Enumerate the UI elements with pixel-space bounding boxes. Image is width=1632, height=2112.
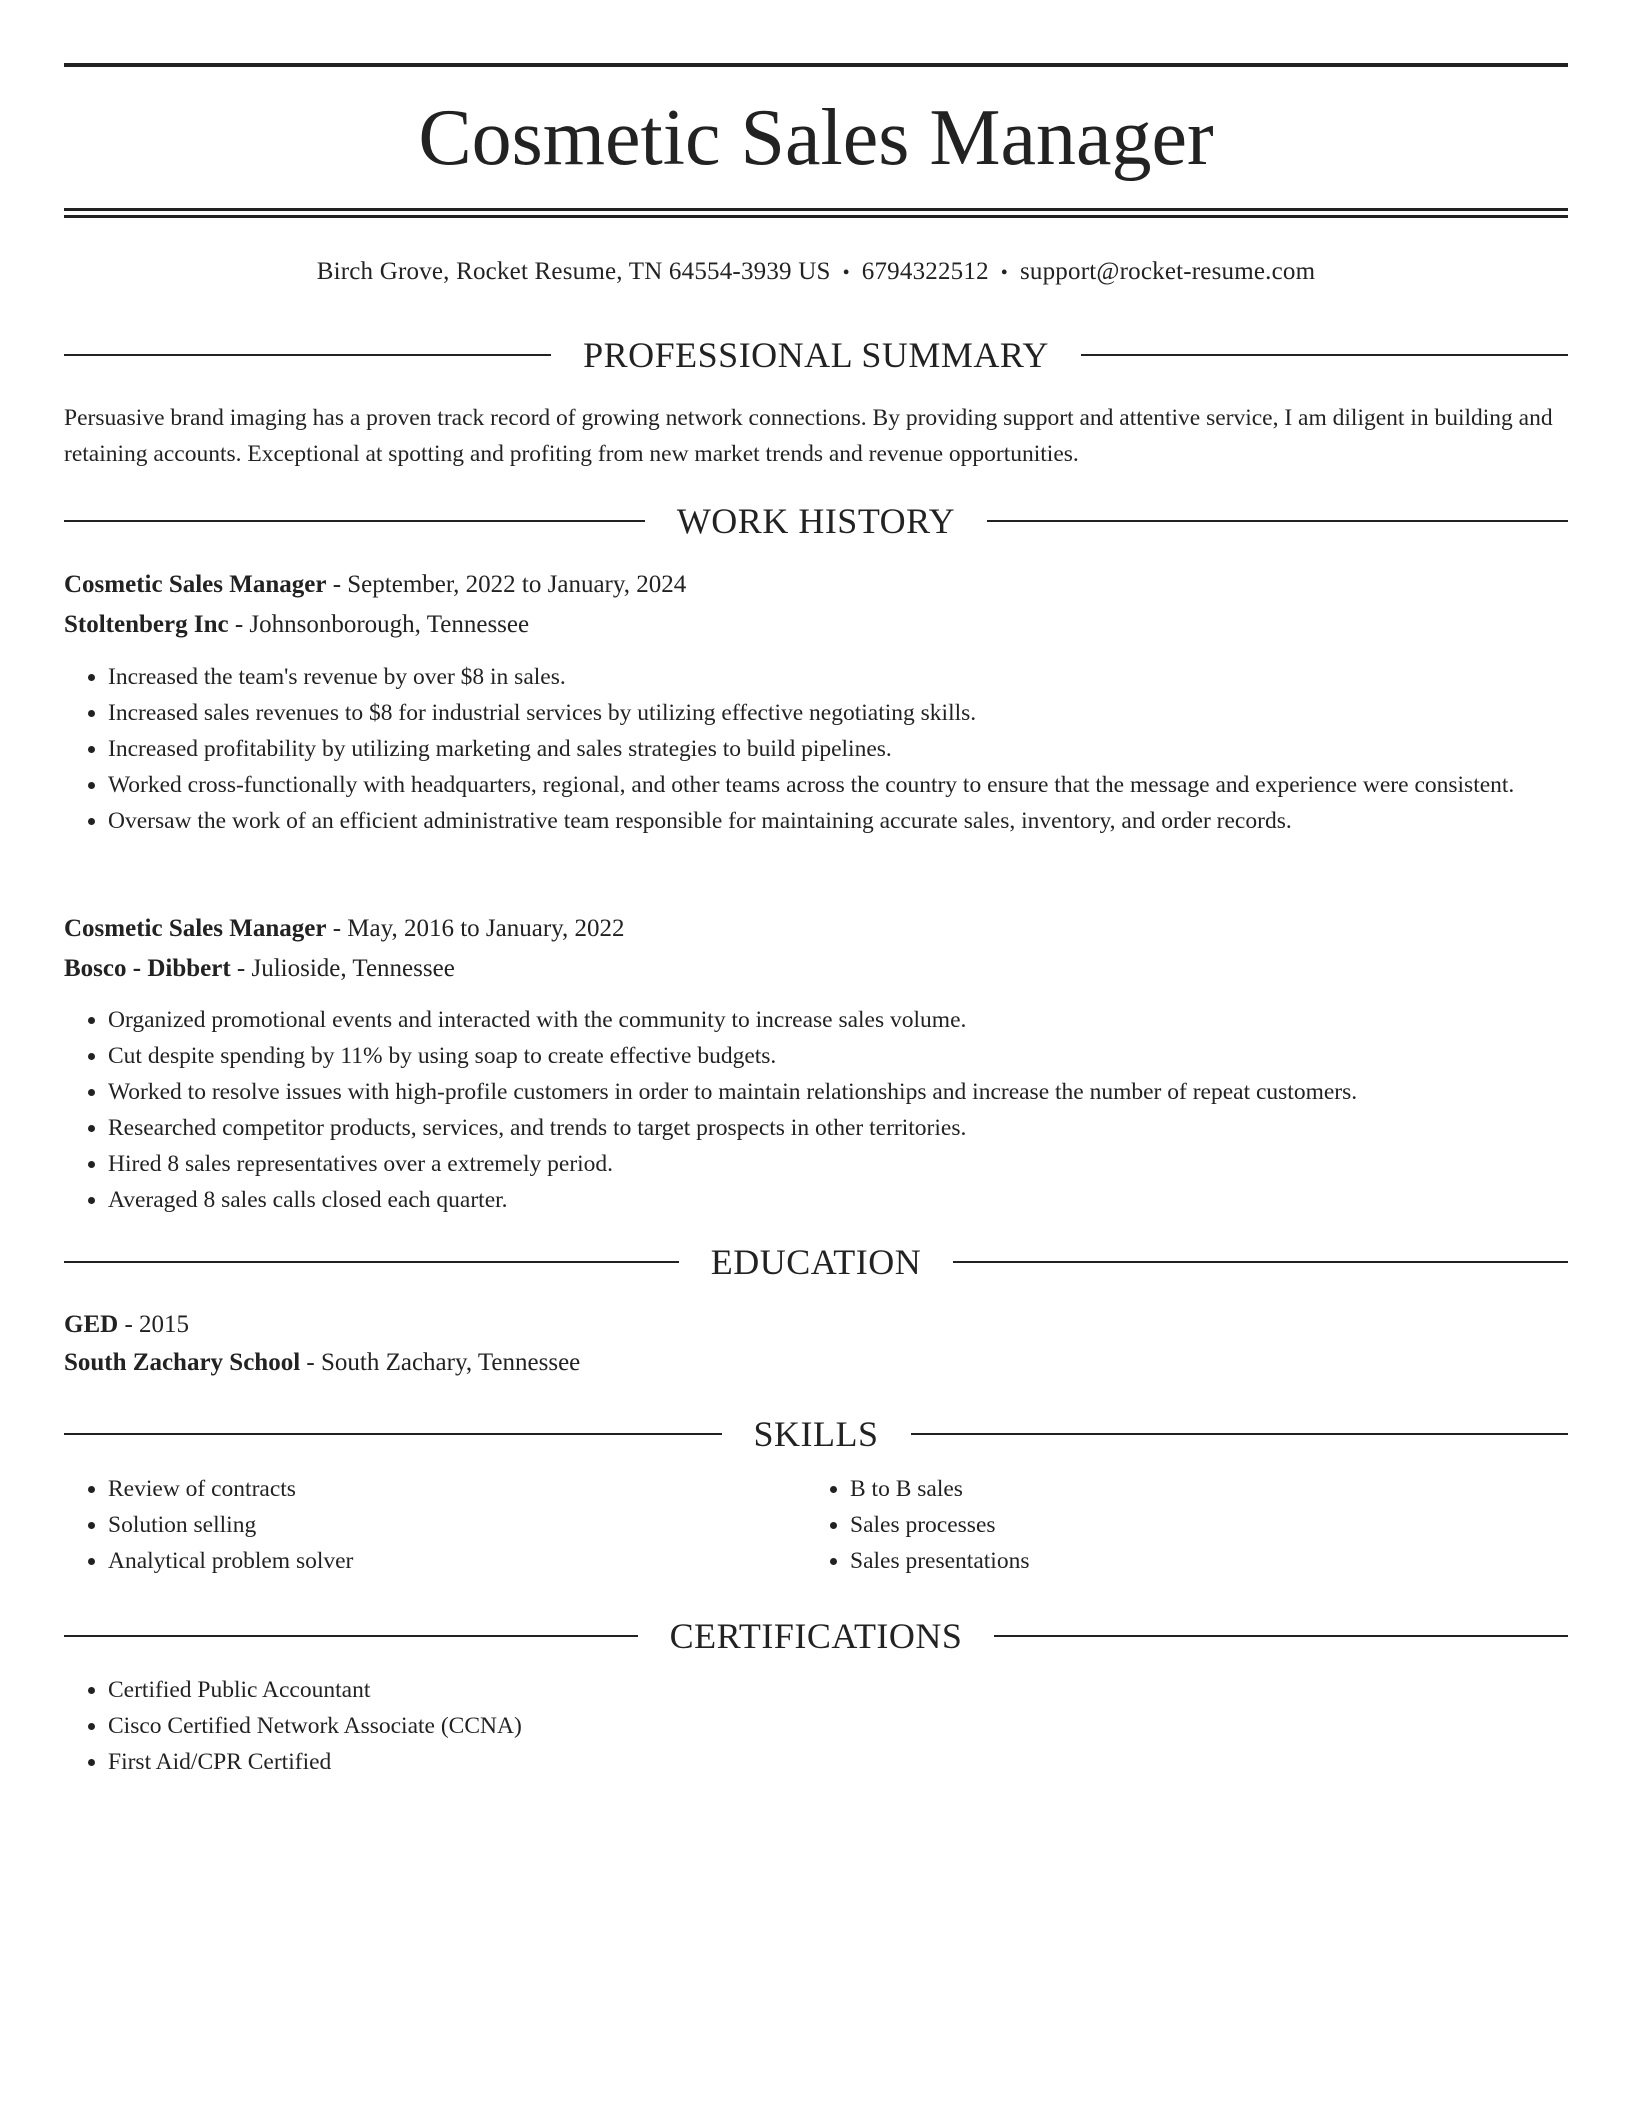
contact-line [64, 254, 1568, 291]
job-2-company-line [64, 951, 1568, 987]
list-item: • Averaged 8 sales calls closed each quarter. [108, 1182, 1568, 1218]
certification-item: • Certified Public Accountant [108, 1672, 1568, 1708]
heading-rule [911, 1433, 1569, 1435]
education-degree-line [64, 1307, 1568, 1343]
skills-list-right [806, 1471, 1550, 1579]
list-item: • Hired 8 sales representatives over a extremely period. [108, 1146, 1568, 1182]
heading-rule [1081, 354, 1568, 356]
resume-title: Cosmetic Sales Manager [418, 94, 1214, 182]
heading-rule [64, 1635, 638, 1637]
section-heading-skills [64, 1412, 1568, 1456]
list-item: • Worked to resolve issues with high-profile customers in order to maintain relationships and increase the number of repeat customers. [108, 1074, 1568, 1110]
heading-rule [953, 1261, 1568, 1263]
education-degree: GED [64, 1311, 119, 1338]
contact-email: support@rocket-resume.com [1019, 258, 1316, 285]
heading-rule [987, 520, 1568, 522]
heading-rule [64, 1261, 679, 1263]
skill-item: • B to B sales [850, 1471, 1550, 1507]
education-school-line [64, 1345, 1568, 1381]
certification-item: • Cisco Certified Network Associate (CCNA) [108, 1708, 1568, 1744]
skill-item: • Review of contracts [108, 1471, 808, 1507]
job-2-bullets [64, 1002, 1568, 1218]
list-item: • Worked cross-functionally with headquarters, regional, and other teams across the country to ensure that the message and experience were consistent. [108, 767, 1568, 803]
job-dates: - September, 2022 to January, 2024 [326, 571, 687, 598]
skill-item: • Sales presentations [850, 1543, 1550, 1579]
section-title: WORK HISTORY [676, 501, 956, 541]
job-1-bullets [64, 659, 1568, 839]
job-location: - Johnsonborough, Tennessee [228, 611, 530, 638]
job-title: Cosmetic Sales Manager [64, 571, 327, 598]
job-2-title-line [64, 911, 1568, 947]
education-school: South Zachary School [64, 1349, 301, 1376]
list-item: • Increased the team's revenue by over $8 in sales. [108, 659, 1568, 695]
job-company: Stoltenberg Inc [64, 611, 229, 638]
heading-rule [994, 1635, 1568, 1637]
list-item: • Cut despite spending by 11% by using soap to create effective budgets. [108, 1038, 1568, 1074]
certifications-list [64, 1672, 1568, 1780]
list-item: • Researched competitor products, services, and trends to target prospects in other territories. [108, 1110, 1568, 1146]
contact-separator: • [1000, 262, 1008, 284]
contact-address: Birch Grove, Rocket Resume, TN 64554-3939 US [316, 258, 831, 285]
job-location: - Julioside, Tennessee [230, 955, 455, 982]
job-title: Cosmetic Sales Manager [64, 915, 327, 942]
list-item: • Oversaw the work of an efficient administrative team responsible for maintaining accurate sales, inventory, and order records. [108, 803, 1568, 839]
education-year: - 2015 [118, 1311, 190, 1338]
section-title: PROFESSIONAL SUMMARY [583, 335, 1049, 375]
list-item: • Organized promotional events and interacted with the community to increase sales volume. [108, 1002, 1568, 1038]
section-title: EDUCATION [710, 1242, 922, 1282]
education-location: - South Zachary, Tennessee [300, 1349, 581, 1376]
contact-separator: • [842, 262, 850, 284]
skill-item: • Analytical problem solver [108, 1543, 808, 1579]
summary-text: Persuasive brand imaging has a proven track record of growing network connections. By providing support and attentive service, I am diligent in building and retaining accounts. Exceptional at spotting and profiting from new market trends and revenue opportunities. [64, 405, 1553, 467]
heading-rule [64, 520, 645, 522]
list-item: • Increased sales revenues to $8 for industrial services by utilizing effective negotiating skills. [108, 695, 1568, 731]
skill-item: • Solution selling [108, 1507, 808, 1543]
top-rule [64, 63, 1568, 67]
section-heading-education [64, 1240, 1568, 1284]
skills-list-left [64, 1471, 808, 1579]
certification-item: • First Aid/CPR Certified [108, 1744, 1568, 1780]
section-heading-certifications [64, 1614, 1568, 1658]
contact-phone: 6794322512 [861, 258, 989, 285]
section-heading-summary [64, 333, 1568, 377]
skill-item: • Sales processes [850, 1507, 1550, 1543]
section-title: SKILLS [753, 1414, 879, 1454]
job-dates: - May, 2016 to January, 2022 [326, 915, 625, 942]
title-double-rule-upper [64, 208, 1568, 211]
title-double-rule-lower [64, 215, 1568, 218]
job-company: Bosco - Dibbert [64, 955, 231, 982]
list-item: • Increased profitability by utilizing marketing and sales strategies to build pipelines. [108, 731, 1568, 767]
job-1-company-line [64, 607, 1568, 643]
heading-rule [64, 1433, 722, 1435]
section-heading-work-history [64, 499, 1568, 543]
job-1-title-line [64, 567, 1568, 603]
heading-rule [64, 354, 551, 356]
section-title: CERTIFICATIONS [669, 1616, 963, 1656]
